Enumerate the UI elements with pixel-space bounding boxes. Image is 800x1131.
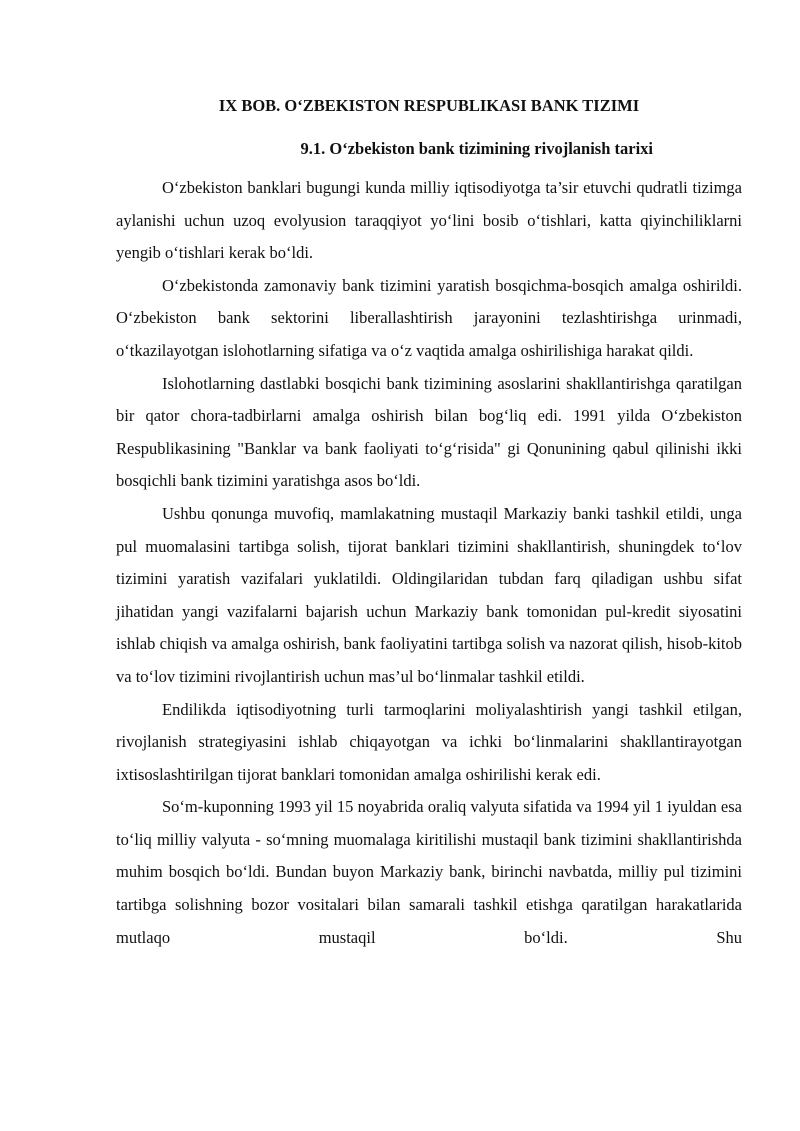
chapter-title: IX BOB. O‘ZBEKISTON RESPUBLIKASI BANK TIZIMI — [218, 96, 640, 115]
section-title: 9.1. O‘zbekiston bank tizimining rivojlanish tarixi — [300, 139, 653, 158]
paragraph-2: O‘zbekistonda zamonaviy bank tizimini yaratish bosqichma-bosqich amalga oshirildi. O‘zbekiston bank sektorini liberallashtirish jarayonini tezlashtirishga urinmadi, o‘tkazilayotgan islohotlarning sifatiga va o‘z vaqtida amalga oshirilishiga harakat qildi. — [116, 275, 742, 360]
paragraph-1: O‘zbekiston banklari bugungi kunda milliy iqtisodiyotga ta’sir etuvchi qudratli tizimga aylanishi uchun uzoq evolyusion taraqqiyot yo‘lini bosib o‘tishlari, katta qiyinchiliklarni yengib o‘tishlari kerak bo‘ldi. — [116, 178, 742, 263]
document-page — [116, 96, 742, 954]
paragraph-3: Islohotlarning dastlabki bosqichi bank tizimining asoslarini shakllantirishga qaratilgan bir qator chora-tadbirlarni amalga oshirish bilan bog‘liq edi. 1991 yilda O‘zbekiston Respublikasining "Banklar va bank faoliyati to‘g‘risida" gi Qonunining qabul qilinishi ikki bosqichli bank tizimini yaratishga asos bo‘ldi. — [116, 373, 742, 491]
paragraph-4: Ushbu qonunga muvofiq, mamlakatning mustaqil Markaziy banki tashkil etildi, unga pul muomalasini tartibga solish, tijorat banklari tizimini shakllantirish, shuningdek to‘lov tizimini yaratish vazifalari yuklatildi. Oldingilaridan tubdan farq qiladigan ushbu sifat jihatidan yangi vazifalarni bajarish uchun Markaziy bank tomonidan pul-kredit siyosatini ishlab chiqish va amalga oshirish, bank faoliyatini tartibga solish va nazorat qilish, hisob-kitob va to‘lov tizimini rivojlantirish uchun mas’ul bo‘linmalar tashkil etildi. — [116, 503, 742, 686]
paragraph-6: So‘m-kuponning 1993 yil 15 noyabrida oraliq valyuta sifatida va 1994 yil 1 iyuldan esa to‘liq milliy valyuta - so‘mning muomalaga kiritilishi mustaqil bank tizimini shakllantirishda muhim bosqich bo‘ldi. Bundan buyon Markaziy bank, birinchi navbatda, milliy pul tizimini tartibga solishning bozor vositalari bilan samarali tashkil etishga qaratilgan harakatlarida mutlaqo mustaqil bo‘ldi. Shu — [116, 797, 742, 947]
paragraph-5: Endilikda iqtisodiyotning turli tarmoqlarini moliyalashtirish yangi tashkil etilgan, rivojlanish strategiyasini ishlab chiqayotgan va ichki bo‘linmalarini shakllantirayotgan ixtisoslashtirilgan tijorat banklari tomonidan amalga oshirilishi kerak edi. — [116, 699, 742, 784]
